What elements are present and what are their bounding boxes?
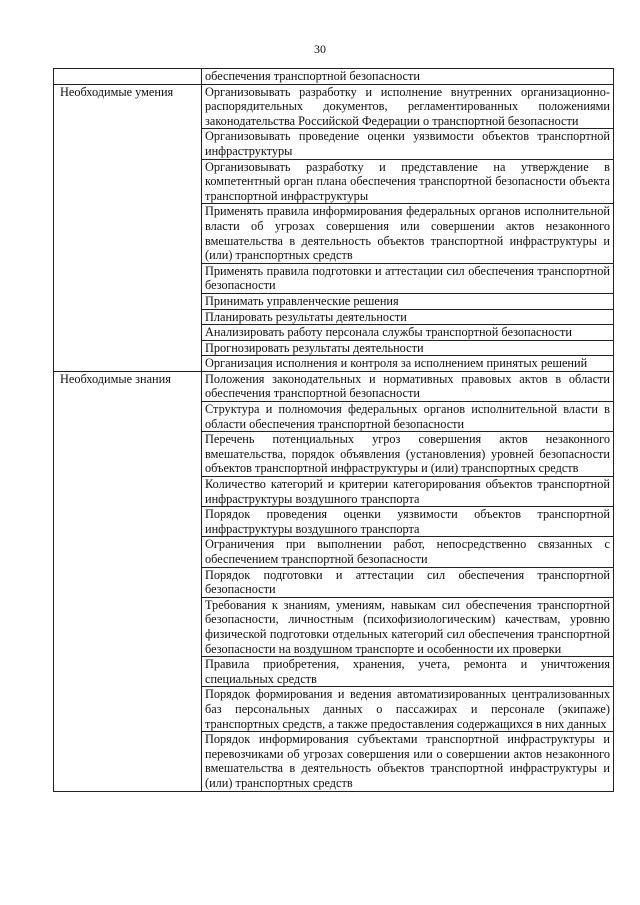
section-item: Организовывать разработку и исполнение внутренних организационно-распорядительных документов, регламентированных положениями законодательства Российской Федерации о транспортной безопасности xyxy=(202,84,614,129)
section-item: Организация исполнения и контроля за исполнением принятых решений xyxy=(202,356,614,372)
section-item: Порядок проведения оценки уязвимости объектов транспортной инфраструктуры воздушного транспорта xyxy=(202,507,614,537)
section-item: Анализировать работу персонала службы транспортной безопасности xyxy=(202,325,614,341)
section-item: Структура и полномочия федеральных органов исполнительной власти в области обеспечения транспортной безопасности xyxy=(202,402,614,432)
table-row xyxy=(54,69,614,85)
table-row xyxy=(54,84,614,129)
section-item: Количество категорий и критерии категорирования объектов транспортной инфраструктуры воздушного транспорта xyxy=(202,477,614,507)
section-item: Порядок информирования субъектами транспортной инфраструктуры и перевозчиками об угрозах совершения или о совершении актов незаконного вмешательства в деятельность объектов транспортной инфраструктуры и (или) транспортных средств xyxy=(202,732,614,791)
section-item: Правила приобретения, хранения, учета, ремонта и уничтожения специальных средств xyxy=(202,657,614,687)
section-item: Принимать управленческие решения xyxy=(202,293,614,309)
section-item: Планировать результаты деятельности xyxy=(202,309,614,325)
section-item: Положения законодательных и нормативных правовых актов в области обеспечения транспортной безопасности xyxy=(202,371,614,401)
continuation-text: обеспечения транспортной безопасности xyxy=(202,69,614,85)
section-item: Порядок подготовки и аттестации сил обеспечения транспортной безопасности xyxy=(202,567,614,597)
section-item: Организовывать проведение оценки уязвимости объектов транспортной инфраструктуры xyxy=(202,129,614,159)
section-title: Необходимые умения xyxy=(54,84,202,371)
section-item: Организовывать разработку и представление на утверждение в компетентный орган плана обеспечения транспортной безопасности объекта транспортной инфраструктуры xyxy=(202,159,614,204)
section-item: Порядок формирования и ведения автоматизированных централизованных баз персональных данных о пассажирах и персонале (экипаже) транспортных средств, а также предоставления содержащихся в них данных xyxy=(202,687,614,732)
row-label-empty xyxy=(54,69,202,85)
section-item: Перечень потенциальных угроз совершения актов незаконного вмешательства, порядок объявления (установления) уровней безопасности объектов транспортной инфраструктуры и (или) транспортных средств xyxy=(202,432,614,477)
section-item: Применять правила подготовки и аттестации сил обеспечения транспортной безопасности xyxy=(202,263,614,293)
table-row xyxy=(54,371,614,401)
page-number: 30 xyxy=(314,42,326,56)
section-item: Требования к знаниям, умениям, навыкам сил обеспечения транспортной безопасности, личностным (психофизиологическим) качествам, уровню физической подготовки отдельных категорий сил обеспечения транспортной безопасности на воздушном транспорте и особенности их проверки xyxy=(202,597,614,656)
section-item: Прогнозировать результаты деятельности xyxy=(202,340,614,356)
competency-table-body xyxy=(54,69,614,792)
competency-table xyxy=(53,68,614,792)
section-item: Применять правила информирования федеральных органов исполнительной власти об угрозах совершения или совершении актов незаконного вмешательства в деятельность объектов транспортной инфраструктуры и (или) транспортных средств xyxy=(202,204,614,263)
section-item: Ограничения при выполнении работ, непосредственно связанных с обеспечением транспортной безопасности xyxy=(202,537,614,567)
section-title: Необходимые знания xyxy=(54,371,202,791)
